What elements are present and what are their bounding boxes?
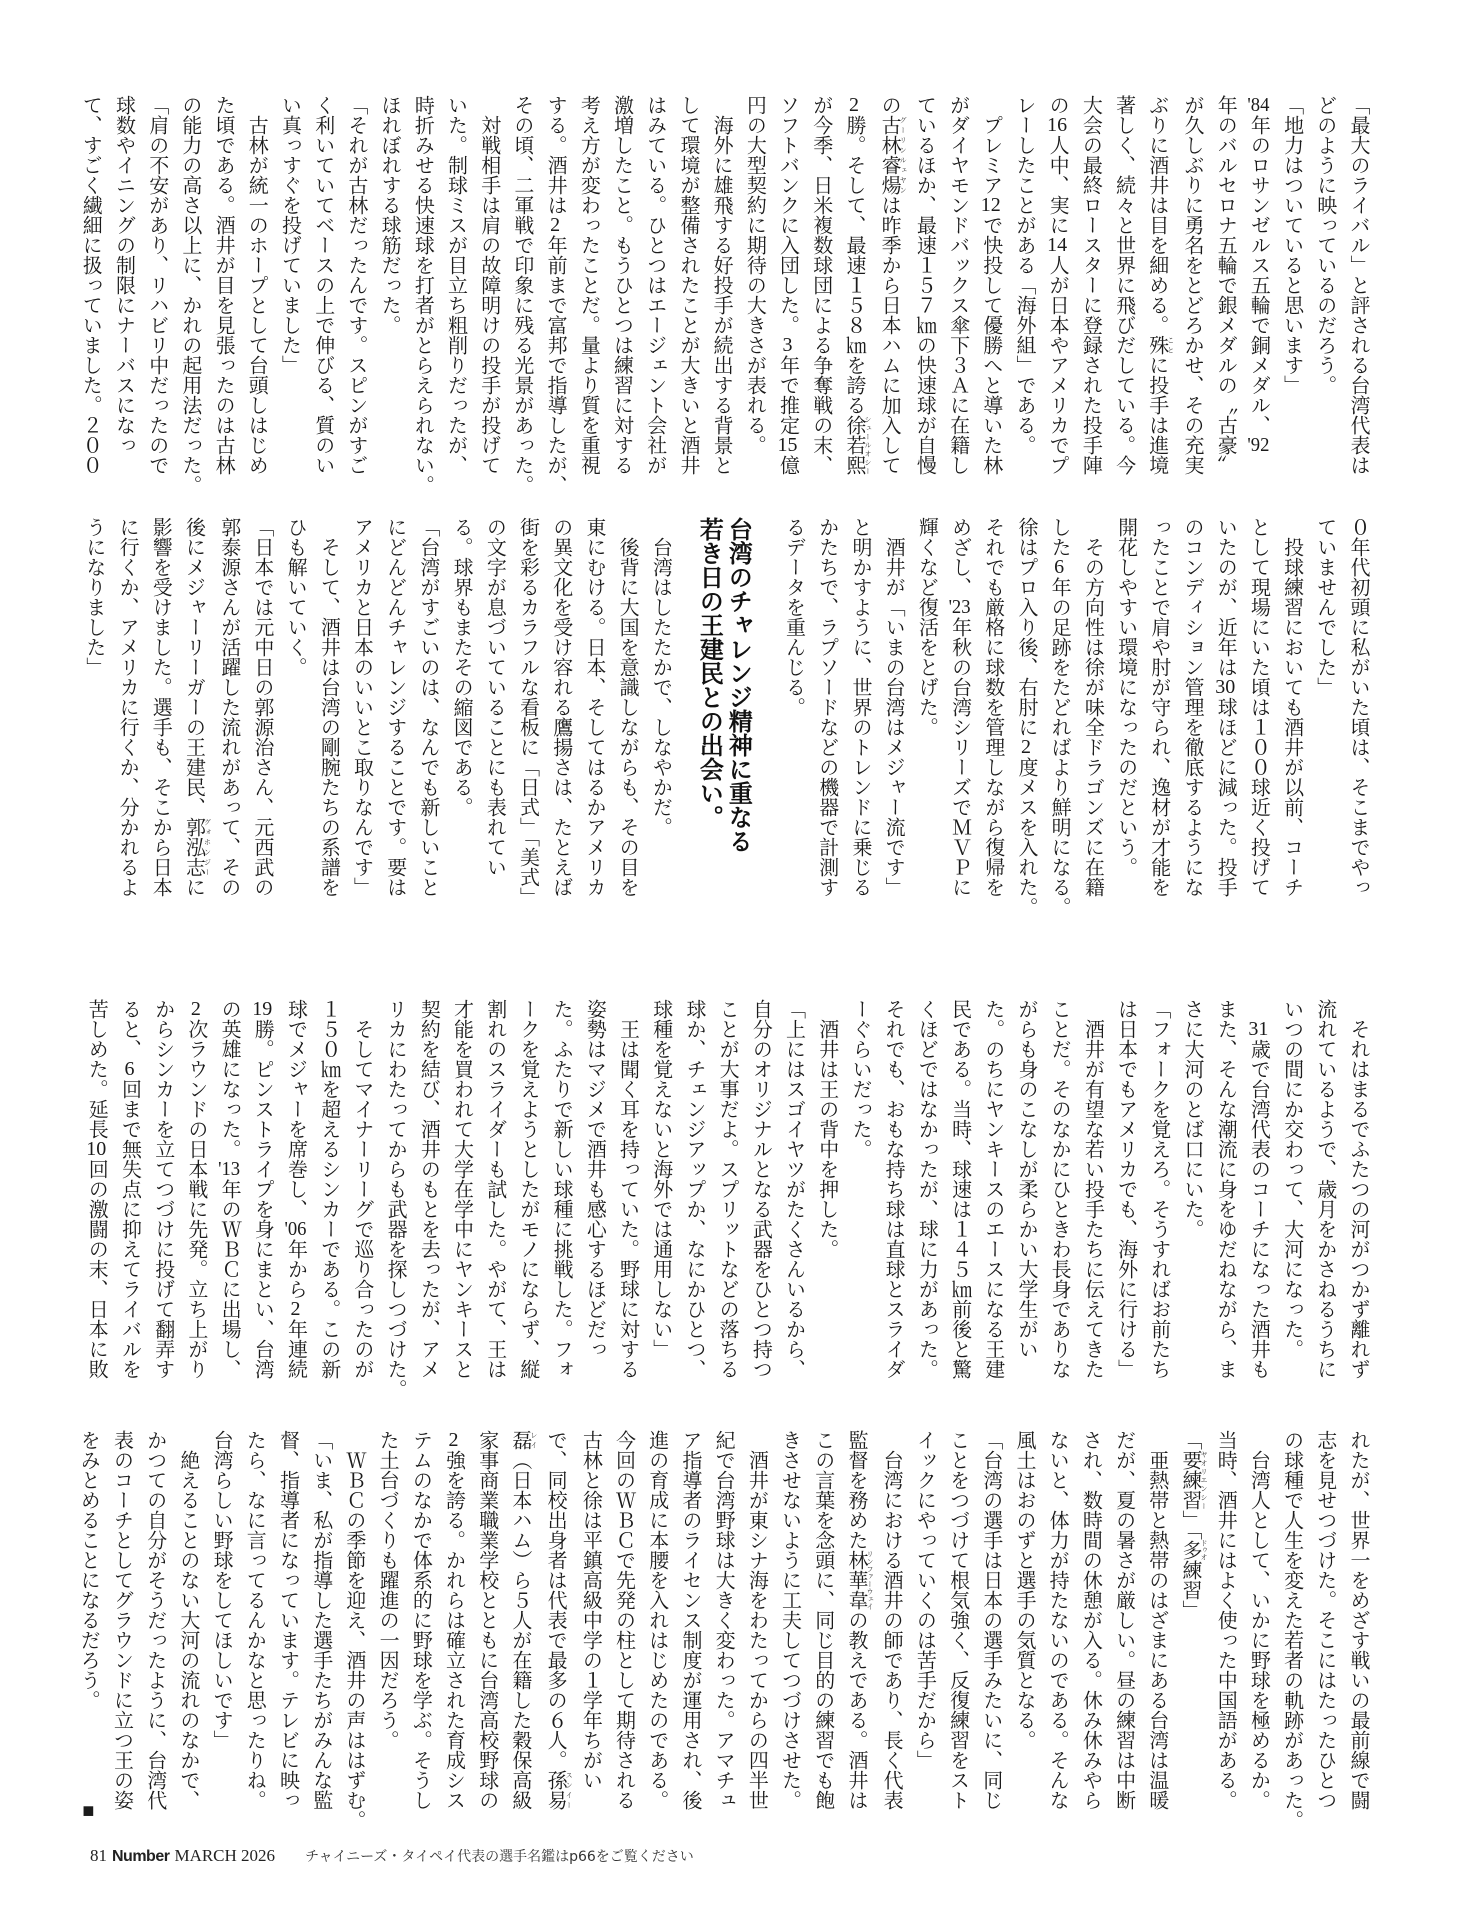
text-column: 台湾人として、いかに野球を極めるか。: [1247, 1430, 1270, 1810]
text-column: 監督を務めた林華韋 リンファーウェイの教えである。酒井は: [844, 1430, 874, 1810]
text-column: 風土はおのずと選手の気質となる。: [1012, 1430, 1035, 1750]
number-text: 15: [777, 435, 798, 455]
ruby-reading: 林華韋 リンファーウェイ: [844, 1550, 874, 1610]
text-column: １５０㎞を超えるシンカーである。この新: [317, 999, 340, 1379]
text-column: 亜熱帯と熱帯のはざまにある台湾は温暖: [1145, 1430, 1168, 1810]
text-column: ア指導者のライセンス制度が運用され、後: [678, 1430, 701, 1810]
text-column: 球数やイニングの制限にナーバスになっ: [112, 95, 135, 455]
number-text: 19: [252, 999, 273, 1019]
text-column: 「上にはスゴイヤツがたくさんいるから、: [782, 999, 805, 1379]
text-column: 督、指導者になっています。テレビに映っ: [276, 1430, 299, 1810]
text-column: ことをつづけて根気強く、反復練習をスト: [946, 1430, 969, 1810]
text-column: で、同校出身者は代表で最多の６人。孫易 スンイー: [544, 1430, 574, 1810]
text-column: 古林が統一のホープとして台頭しはじめ: [245, 95, 268, 475]
text-column: 割れのスライダーも試した。やがて、王は: [483, 999, 506, 1379]
number-text: '06: [284, 1219, 307, 1239]
text-column: るデータを重んじる。: [782, 517, 805, 717]
number-text: 14: [1047, 235, 1068, 255]
text-column: 表のコーチとしてグラウンドに立つ王の姿: [110, 1430, 133, 1810]
text-column: からシンカーを立てつづけに投げて翻弄す: [151, 999, 174, 1379]
text-column: 「肩の不安があり、リハビリ中だったので: [145, 95, 168, 475]
text-column: プレミア12で快投して優勝へと導いた林: [979, 95, 1002, 475]
number-text: 6: [1054, 557, 1065, 577]
text-column: 台湾はしたたかで、しなやかだ。: [649, 517, 672, 837]
text-column: 今回のＷＢＣで先発の柱として期待される: [612, 1430, 635, 1810]
text-column: 投球練習においても酒井が以前、コーチ: [1280, 517, 1303, 897]
section-heading-line: 若き日の王建民との出会い。: [695, 517, 724, 829]
text-column: いたのが、近年は30球ほどに減った。投手: [1214, 517, 1237, 897]
text-column: の英雄になった。'13年のＷＢＣに出場し、: [218, 999, 241, 1379]
text-column: さに大河のとば口にいた。: [1180, 999, 1203, 1239]
text-column: ーぐらいだった。: [848, 999, 871, 1159]
text-column: 時折みせる快速球を打者がとらえられない。: [411, 95, 434, 495]
article-tier-3: [79, 999, 1374, 1399]
text-column: ていませんでした」: [1313, 517, 1336, 697]
text-column: い真っすぐを投げていました」: [278, 95, 301, 375]
text-column: 19勝。ピンストライプを身にまとい、台湾: [251, 999, 274, 1379]
text-column: 東にむける。日本、そしてはるかアメリカ: [582, 517, 605, 897]
text-column: それはまるでふたつの河がつかず離れず: [1347, 999, 1369, 1379]
text-column: 酒井は王の背中を押した。: [815, 999, 838, 1259]
text-column: イックにやっていくのは苦手だから」: [913, 1430, 936, 1770]
ruby-reading: 古林睿煬 グーリンルェヤン: [878, 115, 908, 195]
text-column: 自分のオリジナルとなる武器をひとつ持つ: [749, 999, 772, 1379]
number-text: 2: [290, 1299, 301, 1319]
text-column: 「地力はついていると思います」: [1280, 95, 1303, 395]
number-text: 3: [782, 335, 793, 355]
text-column: した6年の足跡をたどればより鮮明になる。: [1048, 517, 1071, 917]
text-column: ことが大事だよ。スプリットなどの落ちる: [716, 999, 739, 1379]
text-column: アメリカと日本のいいとこ取りなんです」: [350, 517, 373, 897]
text-column: どのように映っているのだろう。: [1313, 95, 1336, 395]
text-column: の異文化を受け容れる鷹揚さは、たとえば: [549, 517, 572, 897]
ruby-reading: 孫易 スンイー: [544, 1770, 574, 1810]
text-column: リカにわたってからも武器を探しつづけた。: [384, 999, 407, 1399]
text-column: 球種を覚えないと海外では通用しない」: [649, 999, 672, 1359]
text-column: 海外に雄飛する好投手が続出する背景と: [710, 95, 733, 475]
text-column: ＷＢＣの季節を迎え、酒井の声ははずむ。: [342, 1430, 365, 1830]
text-column: 開花しやすい環境になったのだという。: [1114, 517, 1137, 877]
text-column: はみている。ひとつはエージェント会社が: [643, 95, 666, 475]
text-column: ったことで肩や肘が守られ、逸材が才能を: [1147, 517, 1170, 897]
text-column: 後にメジャーリーガーの王建民、郭泓志 グォホンジーに: [182, 517, 212, 897]
text-column: と明かすように、世界のトレンドに乗じる: [848, 517, 871, 897]
text-column: がダイヤモンドバックス傘下３Ａに在籍し: [946, 95, 969, 475]
text-column: 後背に大国を意識しながらも、その目を: [616, 517, 639, 897]
text-column: ると、6回まで無失点に抑えてライバルを: [118, 999, 141, 1379]
text-column: ているほか、最速１５７㎞の快速球が自慢: [913, 95, 936, 475]
text-column: 絶えることのない大河の流れのなかで、: [176, 1430, 199, 1810]
text-column: く利いていてベースの上で伸びる、質のい: [311, 95, 334, 475]
section-heading-line: 台湾のチャレンジ精神に重なる: [724, 517, 753, 853]
text-column: 街を彩るカラフルな看板に「日式」「美式」: [516, 517, 539, 907]
number-text: 30: [1215, 677, 1236, 697]
text-column: 民である。当時、球速は１４５㎞前後と驚: [948, 999, 971, 1379]
text-column: 酒井が「いまの台湾はメジャー流です」: [882, 517, 905, 897]
text-column: の球種で人生を変えた若者の軌跡があった。: [1280, 1430, 1303, 1830]
text-column: た。のちにヤンキースのエースになる王建: [981, 999, 1004, 1379]
text-column: にどんどんチャレンジすることです。要は: [383, 517, 406, 897]
text-column: 契約を結び、酒井のもとを去ったが、アメ: [417, 999, 440, 1379]
text-column: 郭泰源さんが活躍した流れがあって、その: [217, 517, 240, 897]
text-column: 台湾らしい野球をしてほしいです」: [210, 1430, 233, 1750]
number-text: 6: [124, 1059, 135, 1079]
text-column: また、そんな潮流に身をゆだねながら、ま: [1214, 999, 1237, 1379]
text-column: され、数時間の休憩が入る。休み休みやら: [1079, 1430, 1102, 1810]
text-column: れたが、世界一をめざす戦いの最前線で闘: [1347, 1430, 1369, 1810]
ruby-reading: 要練習 ヤオリエンシー: [1178, 1450, 1208, 1510]
ruby-reading: 磊 レイ: [508, 1430, 538, 1450]
text-column: は日本でもアメリカでも、海外に行ける」: [1114, 999, 1137, 1379]
text-column: ないと、体力が持たないのである。そんな: [1046, 1430, 1069, 1810]
text-column: のコンディション管理を徹底するようにな: [1180, 517, 1203, 897]
number-text: 2: [448, 1430, 459, 1450]
number-text: '13: [218, 1159, 241, 1179]
text-column: たら、なに言ってるんかなと思ったりね。: [243, 1430, 266, 1810]
text-column: 古林と徐は平鎮高級中学の１学年ちがい: [579, 1430, 602, 1790]
text-column: 年のバルセロナ五輪で銀メダルの〝古豪〟: [1214, 95, 1237, 475]
ruby-reading: 郭泓志 グォホンジー: [182, 817, 212, 877]
text-column: 輝くなど復活をとげた。: [915, 517, 938, 737]
footer-note: チャイニーズ・タイペイ代表の選手名鑑はp66をご覧ください: [305, 1849, 694, 1865]
page-footer: [90, 1846, 694, 1866]
text-column: 影響を受けました。選手も、そこから日本: [149, 517, 172, 897]
text-column: だが、夏の暑さが厳しい。昼の練習は中断: [1112, 1430, 1135, 1810]
text-column: 「いま、私が指導した選手たちがみんな監: [309, 1430, 332, 1810]
text-column: この言葉を念頭に、同じ目的の練習でも飽: [811, 1430, 834, 1810]
number-text: '84: [1247, 95, 1270, 115]
ruby-reading: 殊 こと: [1145, 335, 1175, 355]
text-column: うになりました」: [82, 517, 105, 677]
text-column: その方向性は徐が味全ドラゴンズに在籍: [1081, 517, 1104, 897]
text-column: 姿勢はマジメで酒井も感心するほどだっ: [583, 999, 606, 1359]
text-column: 「要練習 ヤオリエンシー」「多 ドゥオ練習」: [1178, 1430, 1208, 1620]
text-column: た頃である。酒井が目を見張ったのは古林: [212, 95, 235, 475]
text-column: 「台湾の選手は日本の選手みたいに、同じ: [979, 1430, 1002, 1810]
text-column: そしてマイナーリーグで巡り合ったのが: [350, 999, 373, 1379]
text-column: いた。制球ミスが目立ち粗削りだったが、: [444, 95, 467, 475]
text-column: ことだ。そのなかにひときわ長身でありな: [1048, 999, 1071, 1379]
number-text: 2: [848, 95, 859, 115]
text-column: いつの間にか交わって、大河になった。: [1280, 999, 1303, 1359]
section-heading: [694, 517, 752, 907]
text-column: テムのなかで体系的に野球を学ぶ。そうし: [409, 1430, 432, 1810]
text-column: 2勝。そして、最速１５８㎞を誇る徐若熙 シュールオシー: [842, 95, 872, 475]
text-column: 大会の最終ロースターに登録された投手陣: [1079, 95, 1102, 475]
text-column: 2強を誇る。かれらは確立された育成シス: [442, 1430, 465, 1810]
text-column: 当時、酒井にはよく使った中国語がある。: [1214, 1430, 1237, 1810]
text-column: 「最大のライバル」と評される台湾代表は: [1347, 95, 1369, 475]
text-column: 球でメジャーを席巻し、'06年から2年連続: [284, 999, 307, 1379]
text-column: 対戦相手は肩の故障明けの投手が投げて: [477, 95, 500, 475]
text-column: の16人中、実に14人が日本やアメリカでプ: [1046, 95, 1069, 475]
text-column: 31歳で台湾代表のコーチになった酒井も: [1247, 1019, 1270, 1379]
number-text: 2: [550, 215, 561, 235]
number-text: 16: [1047, 115, 1068, 135]
ruby-reading: 多 ドゥオ: [1178, 1539, 1208, 1561]
text-column: 考え方が変わったことだ。量より質を重視: [577, 95, 600, 475]
text-column: 苦しめた。延長10回の激闘の末、日本に敗: [85, 999, 108, 1379]
text-column: くほどではなかったが、球に力があった。: [915, 999, 938, 1379]
text-column: して環境が整備されたことが大きいと酒井: [676, 95, 699, 475]
number-text: 10: [86, 1139, 107, 1159]
text-column: 「それが古林だったんです。スピンがすご: [344, 95, 367, 475]
text-column: かたちで、ラプソードなどの機器で計測す: [815, 517, 838, 897]
number-text: 2: [1020, 737, 1031, 757]
number-text: '92: [1247, 435, 1270, 455]
text-column: ０年代初頭に私がいた頃は、そこまでやっ: [1347, 517, 1369, 897]
article-tier-1: [73, 95, 1374, 495]
text-column: がらも身のこなしが柔らかい大学生がい: [1014, 999, 1037, 1359]
issue-date: MARCH 2026: [174, 1846, 276, 1865]
text-column: そして、酒井は台湾の剛腕たちの系譜を: [317, 517, 340, 897]
text-column: 志を見せつづけた。そこにはたったひとつ: [1313, 1430, 1336, 1810]
text-column: 円の大型契約に期待の大きさが表れる。: [743, 95, 766, 455]
text-column: '84年のロサンゼルス五輪で銅メダル、'92: [1247, 95, 1270, 455]
text-column: する。酒井は2年前まで富邦で指導したが、: [544, 95, 567, 495]
text-column: それでも厳格に球数を管理しながら復帰を: [981, 517, 1004, 897]
text-column: 2次ラウンドの日本戦に先発。立ち上がり: [184, 999, 207, 1379]
text-column: きさせないように工夫してつづけさせた。: [778, 1430, 801, 1810]
text-column: 酒井が有望な若い投手たちに伝えてきた: [1081, 999, 1104, 1379]
text-column: をみとめることになるだろう。 ■: [77, 1430, 100, 1822]
text-column: 紀で台湾野球は大きく変わった。アマチュ: [712, 1430, 735, 1810]
number-text: 31: [1248, 1019, 1269, 1039]
text-column: ひも解いていく。: [284, 517, 307, 677]
text-column: が久しぶりに勇名をとどろかせ、その充実: [1180, 95, 1203, 475]
text-column: 家事商業職業学校とともに台湾高校野球の: [475, 1430, 498, 1810]
text-column: た。ふたりで新しい球種に挑戦した。フォ: [550, 999, 573, 1379]
text-column: 「台湾がすごいのは、なんでも新しいこと: [416, 517, 439, 897]
text-column: の文字が息づいていることにも表れてい: [483, 517, 506, 877]
text-column: ほれぼれする球筋だった。: [378, 95, 401, 335]
text-column: その頃、二軍戦で印象に残る光景があった。: [510, 95, 533, 495]
ruby-reading: 徐若熙 シュールオシー: [842, 415, 872, 475]
page-number: 81: [90, 1846, 107, 1865]
text-column: 「日本では元中日の郭源治さん、元西武の: [250, 517, 273, 897]
text-column: 才能を買われて大学在学中にヤンキースと: [450, 999, 473, 1379]
text-column: かつての自分がそうだったように、台湾代: [143, 1430, 166, 1810]
text-column: 「フォークを覚えろ。そうすればお前たち: [1147, 999, 1170, 1379]
text-column: それでも、おもな持ち球は直球とスライダ: [882, 999, 905, 1379]
text-column: の古林睿煬 グーリンルェヤンは昨季から日本ハムに加入して: [878, 95, 908, 475]
article-tier-2: [77, 517, 1374, 917]
number-text: 12: [980, 195, 1001, 215]
text-column: た土台づくりも躍進の一因だろう。: [376, 1430, 399, 1750]
text-column: 王は聞く耳を持っていた。野球に対する: [616, 999, 639, 1379]
text-column: が今季、日米複数球団による争奪戦の末、: [809, 95, 832, 475]
article-tier-4: [71, 1430, 1374, 1830]
text-column: 球か、チェンジアップか、なにかひとつ、: [682, 999, 705, 1379]
text-column: ソフトバンクに入団した。3年で推定15億: [776, 95, 799, 475]
magazine-name: Number: [112, 1848, 170, 1865]
number-text: 2: [190, 999, 201, 1019]
text-column: めざし、'23年秋の台湾シリーズでＭＶＰに: [948, 517, 971, 897]
text-column: 酒井が東シナ海をわたってからの四半世: [745, 1430, 768, 1810]
text-column: 流れているようで、歳月をかさねるうちに: [1313, 999, 1336, 1379]
text-column: 磊 レイ（日本ハム）ら５人が在籍した穀保高級: [508, 1430, 538, 1810]
text-column: ークを覚えようとしたがモノにならず、縦: [516, 999, 539, 1379]
text-column: 徐はプロ入り後、右肘に2度メスを入れた。: [1014, 517, 1037, 917]
text-column: 著しく、続々と世界に飛びだしている。今: [1112, 95, 1135, 475]
text-column: る。球界もまたその縮図である。: [450, 517, 473, 817]
text-column: て、すごく繊細に扱っていました。２００: [79, 95, 102, 475]
text-column: の能力の高さ以上に、かれの起用法だった。: [178, 95, 201, 495]
text-column: 台湾における酒井の師であり、長く代表: [880, 1430, 903, 1810]
text-column: として現場にいた頃は１００球近く投げて: [1247, 517, 1270, 897]
text-column: に行くか、アメリカに行くか、分かれるよ: [116, 517, 139, 897]
number-text: '23: [948, 597, 971, 617]
text-column: 激増したこと。もうひとつは練習に対する: [610, 95, 633, 475]
text-column: ぶりに酒井は目を細める。殊 ことに投手は進境: [1145, 95, 1175, 475]
text-column: 進の育成に本腰を入れはじめたのである。: [645, 1430, 668, 1810]
text-column: レーしたことがある「海外組」である。: [1012, 95, 1035, 455]
